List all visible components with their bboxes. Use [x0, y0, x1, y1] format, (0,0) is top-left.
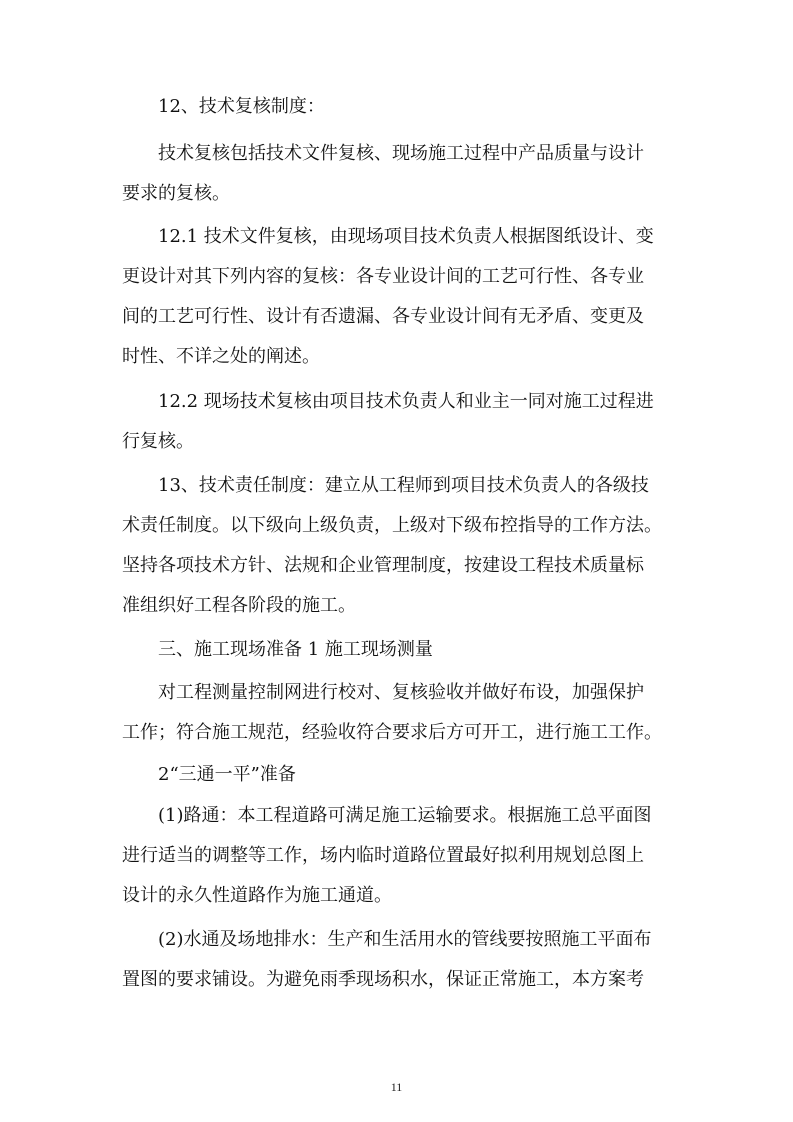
- text-line: 术责任制度。以下级向上级负责，上级对下级布控指导的工作方法。: [122, 515, 662, 536]
- paragraph-survey: [122, 673, 682, 753]
- text-line: 行复核。: [122, 431, 194, 452]
- paragraph-12-2: [122, 382, 682, 462]
- text-line: 设计的永久性道路作为施工通道。: [122, 885, 392, 906]
- text-line: (1)路通：本工程道路可满足施工运输要求。根据施工总平面图: [158, 805, 652, 826]
- text-line: 间的工艺可行性、设计有否遗漏、各专业设计间有无矛盾、变更及: [122, 306, 644, 327]
- text-line: 准组织好工程各阶段的施工。: [122, 595, 356, 616]
- section-3-heading: [122, 630, 682, 670]
- text-line: (2)水通及场地排水：生产和生活用水的管线要按照施工平面布: [158, 929, 652, 950]
- text-line: 对工程测量控制网进行校对、复核验收并做好布设，加强保护: [158, 682, 644, 703]
- text-line: 坚持各项技术方针、法规和企业管理制度，按建设工程技术质量标: [122, 555, 644, 576]
- text-line: 时性、不详之处的阐述。: [122, 346, 320, 367]
- text-line: 12.2 现场技术复核由项目技术负责人和业主一同对施工过程进: [158, 391, 654, 412]
- text-line: 更设计对其下列内容的复核：各专业设计间的工艺可行性、各专业: [122, 266, 644, 287]
- page-number: 11: [390, 1080, 403, 1094]
- text-line: 三、施工现场准备 1 施工现场测量: [158, 639, 433, 660]
- subsection-2-heading: [122, 755, 682, 795]
- paragraph-technical-review: [122, 134, 682, 214]
- paragraph-12-heading: [122, 87, 682, 127]
- text-line: 要求的复核。: [122, 183, 230, 204]
- text-line: 12.1 技术文件复核，由现场项目技术负责人根据图纸设计、变: [158, 226, 654, 247]
- paragraph-water: [122, 920, 682, 1000]
- paragraph-13: [122, 466, 682, 626]
- text-line: 13、技术责任制度：建立从工程师到项目技术负责人的各级技: [158, 475, 649, 496]
- text-line: 置图的要求铺设。为避免雨季现场积水，保证正常施工，本方案考: [122, 969, 644, 990]
- text-line: 工作；符合施工规范，经验收符合要求后方可开工，进行施工工作。: [122, 722, 662, 743]
- text-line: 进行适当的调整等工作，场内临时道路位置最好拟利用规划总图上: [122, 845, 644, 866]
- text-line: 2“三通一平”准备: [158, 764, 296, 785]
- text-line: 12、技术复核制度：: [158, 96, 325, 117]
- paragraph-road: [122, 796, 682, 916]
- paragraph-12-1: [122, 217, 682, 377]
- text-line: 技术复核包括技术文件复核、现场施工过程中产品质量与设计: [158, 143, 644, 164]
